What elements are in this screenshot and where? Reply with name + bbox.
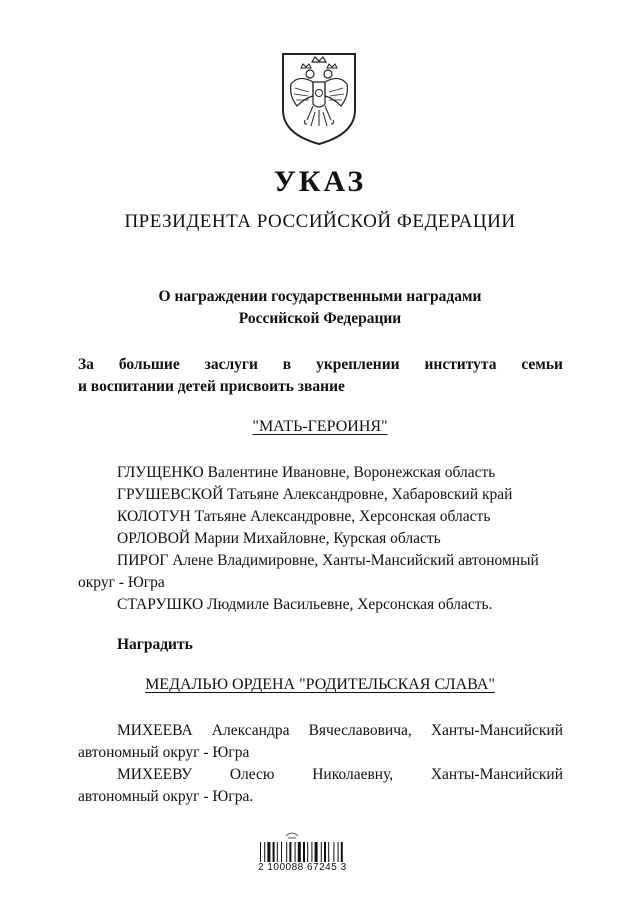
russian-coat-of-arms-icon (277, 48, 361, 146)
recipient-line: автономный округ - Югра. (78, 788, 254, 805)
recipient-line: МИХЕЕВУ Олесю Николаевну, Ханты-Мансийский (117, 766, 563, 783)
recipient-line: КОЛОТУН Татьяне Александровне, Херсонская область (117, 508, 491, 525)
award-title-mother-heroine (0, 418, 640, 436)
award-title-text: МЕДАЛЬЮ ОРДЕНА "РОДИТЕЛЬСКАЯ СЛАВА" (145, 676, 495, 693)
intro-line: За большие заслуги в укреплении института семьи (78, 356, 563, 373)
recipient-line: ПИРОГ Алене Владимировне, Ханты-Мансийский автономный (117, 552, 539, 569)
recipient-line: ОРЛОВОЙ Марии Михайловне, Курская область (117, 530, 441, 547)
recipient-line: СТАРУШКО Людмиле Васильевне, Херсонская область. (117, 596, 493, 613)
award-title-text: "МАТЬ-ГЕРОИНЯ" (252, 418, 388, 435)
intro-line: и воспитании детей присвоить звание (78, 378, 345, 395)
heading-line: О награждении государственными наградами (158, 288, 482, 305)
document-subtitle: ПРЕЗИДЕНТА РОССИЙСКОЙ ФЕДЕРАЦИИ (124, 211, 516, 232)
recipient-line: автономный округ - Югра (78, 744, 250, 761)
award-intro: Наградить (117, 636, 193, 653)
award-title-parental-glory-medal (0, 676, 640, 694)
recipient-line: МИХЕЕВА Александра Вячеславовича, Ханты-Мансийский (117, 722, 563, 739)
document-title: УКАЗ (273, 165, 367, 198)
recipient-line: округ - Югра (78, 574, 165, 591)
heading-line: Российской Федерации (238, 310, 402, 327)
document-heading (120, 286, 520, 330)
recipient-line: ГРУШЕВСКОЙ Татьяне Александровне, Хабаровский край (117, 486, 513, 503)
recipient-line: ГЛУЩЕНКО Валентине Ивановне, Воронежская область (117, 464, 496, 481)
barcode-number: 2 100088 67245 3 (258, 862, 347, 873)
